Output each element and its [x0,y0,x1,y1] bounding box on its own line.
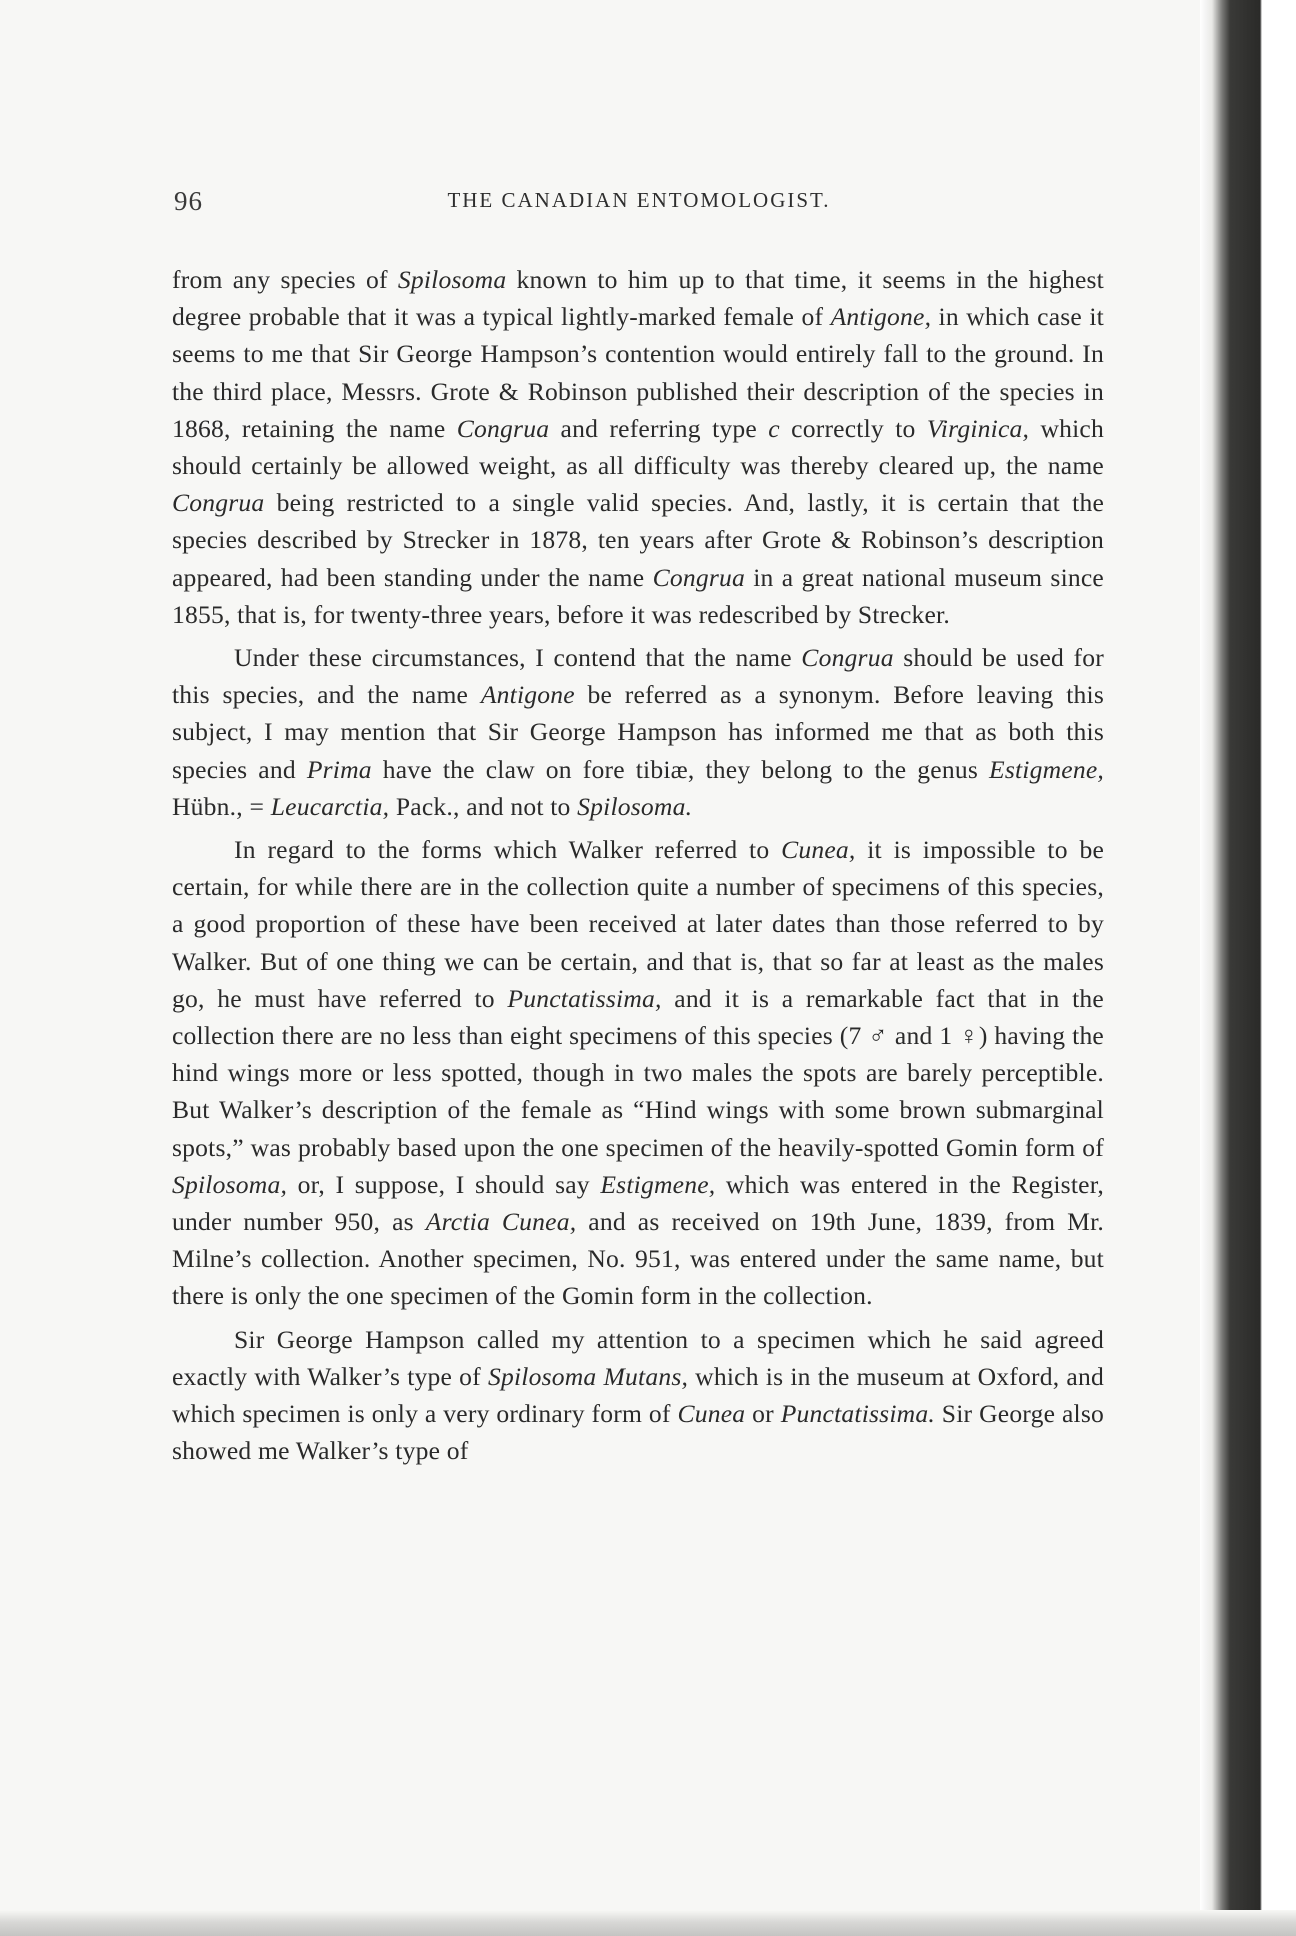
italic-run: c [768,413,780,443]
italic-run: Estigmene, [988,754,1104,784]
paragraph [172,831,1104,1315]
italic-run: Virginica, [926,413,1030,443]
text-run: or, I suppose, I should say [287,1169,601,1199]
text-run: or [745,1399,781,1429]
text-run: which was entered in the Register, under number 950, as [172,1169,1104,1237]
text-run: Under these circumstances, I contend that the name [234,643,802,673]
paragraph [172,639,1104,825]
text-run: correctly to [779,413,927,443]
journal-title: THE CANADIAN ENTOMOLOGIST. [447,188,831,212]
italic-run: Prima [306,754,372,784]
italic-run: Spilosoma Mutans, [487,1361,689,1391]
italic-run: Punctatissima. [780,1399,935,1429]
text-run: in which case it seems to me that Sir George Hampson’s contention would entirely fall to the ground. In the third place, Messrs. Grote & Robinson published their description of the species in 1868, retaining the name [172,302,1104,443]
italic-run: Congrua [652,562,745,592]
italic-run: Congrua [801,643,894,673]
text-run: being restricted to a single valid species. And, lastly, it is certain that the species described by Strecker in 1878, ten years after Grote & Robinson’s description appeared, had been standing under the name [172,488,1104,592]
text-run: should be used for this species, and the name [172,643,1104,710]
italic-run: Antigone [480,680,575,710]
italic-run: Estigmene, [600,1169,716,1199]
text-run: have the claw on fore tibiæ, they belong to the genus [371,754,989,784]
italic-run: Arctia Cunea, [425,1207,577,1237]
paragraph [172,1321,1104,1470]
text-run: Hübn., = [172,791,271,821]
text-run: and as received on 19th June, 1839, from Mr. Milne’s collection. Another specimen, No. 951, was entered under the same name, but there is only the one specimen of the Gomin form in the collection. [172,1207,1104,1311]
italic-run: Spilosoma. [577,791,693,821]
italic-run: Antigone, [830,302,932,332]
italic-run: Congrua [456,413,550,443]
italic-run: Cunea, [781,835,856,865]
text-run: In regard to the forms which Walker referred to [234,835,782,865]
text-run: known to him up to that time, it seems in the highest degree probable that it was a typical lightly-marked female of [172,265,1104,332]
italic-run: Punctatissima, [507,983,662,1013]
text-run: from any species of [172,265,398,294]
body-text [172,261,1104,1476]
italic-run: Leucarctia, [270,791,390,821]
text-run: Sir George also showed me Walker’s type of [172,1399,1104,1466]
page-binding-edge [1200,0,1296,1936]
italic-run: Spilosoma [397,265,507,294]
text-run: be referred as a synonym. Before leaving this subject, I may mention that Sir George Hampson has informed me that as both this species and [172,680,1104,784]
text-run: Sir George Hampson called my attention to a specimen which he said agreed exactly with Walker’s type of [172,1324,1104,1391]
running-head [174,186,1104,226]
text-run: and it is a remarkable fact that in the collection there are no less than eight specimens of this species (7 ♂ and 1 ♀) having the hind wings more or less spotted, though in two males the spots are barely perceptible. But Walker’s description of the female as “Hind wings with some brown submarginal spots,” was probably based upon the one specimen of the heavily-spotted Gomin form of [172,983,1104,1162]
italic-run: Congrua [172,488,265,518]
page-number: 96 [174,186,203,216]
text-run: and referring type [549,413,769,443]
page-bottom-edge [0,1910,1296,1936]
paragraph [172,261,1104,633]
text-run: which is in the museum at Oxford, and which specimen is only a very ordinary form of [172,1361,1104,1429]
text-run: in a great national museum since 1855, that is, for twenty-three years, before it was redescribed by Strecker. [172,562,1104,629]
italic-run: Spilosoma, [172,1169,288,1199]
text-run: it is impossible to be certain, for while there are in the collection quite a number of specimens of this species, a good proportion of these have been received at later dates than those referred to by Walker. But of one thing we can be certain, and that is, that so far at least as the males go, he must have referred to [172,835,1104,1013]
text-run: which should certainly be allowed weight, as all difficulty was thereby cleared up, the name [172,413,1104,481]
text-run: Pack., and not to [389,791,578,821]
italic-run: Cunea [677,1399,746,1429]
